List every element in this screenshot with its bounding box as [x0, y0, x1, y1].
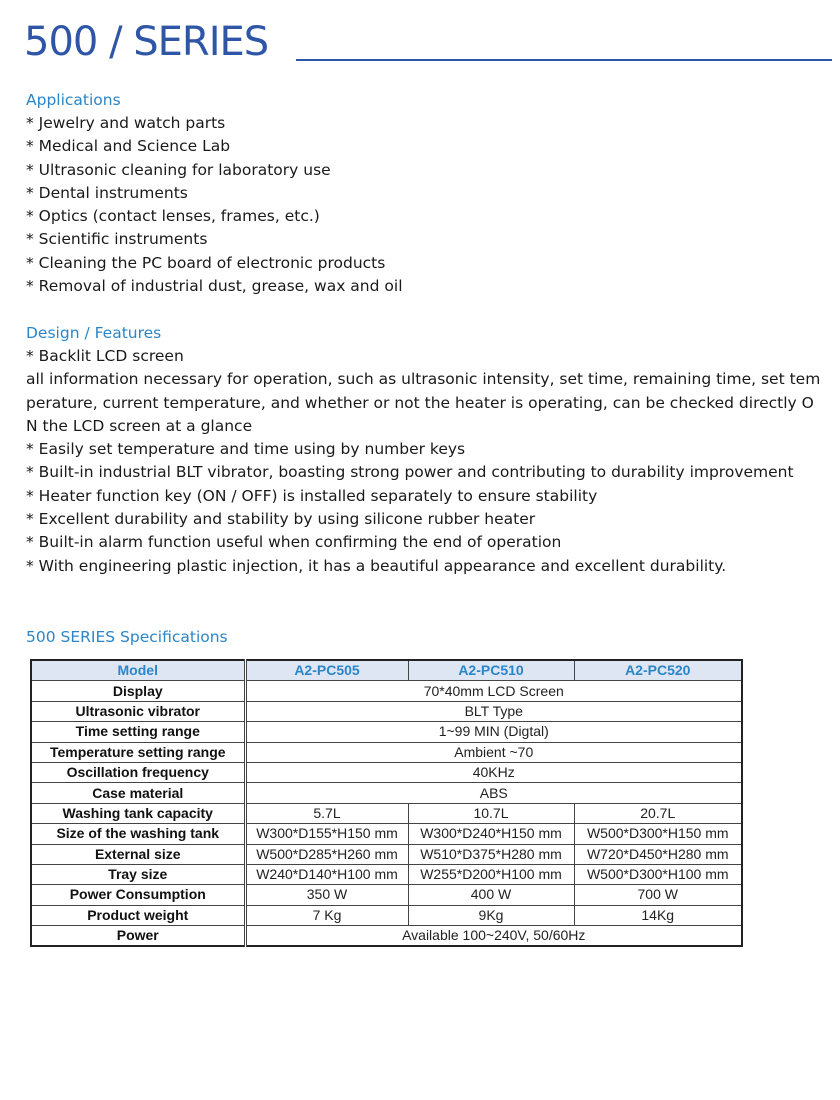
- table-cell: W240*D140*H100 mm: [245, 864, 408, 884]
- row-label: Oscillation frequency: [31, 762, 245, 782]
- table-cell: W510*D375*H280 mm: [408, 844, 574, 864]
- specifications-table: [30, 659, 743, 947]
- table-row: [31, 824, 742, 844]
- feature-item: * Built-in industrial BLT vibrator, boasting strong power and contributing to durability improvement: [26, 463, 794, 482]
- table-row: [31, 783, 742, 803]
- table-row: [31, 681, 742, 701]
- table-cell: 400 W: [408, 885, 574, 905]
- table-cell: 350 W: [245, 885, 408, 905]
- table-cell: 20.7L: [574, 803, 742, 823]
- row-label: Display: [31, 681, 245, 701]
- specifications-heading: 500 SERIES Specifications: [26, 628, 228, 646]
- table-cell: Ambient ~70: [245, 742, 742, 762]
- table-row: [31, 844, 742, 864]
- row-label: Case material: [31, 783, 245, 803]
- feature-item: * Excellent durability and stability by using silicone rubber heater: [26, 510, 536, 529]
- table-row: [31, 885, 742, 905]
- row-label: Power: [31, 926, 245, 947]
- table-cell: 70*40mm LCD Screen: [245, 681, 742, 701]
- table-cell: W500*D300*H150 mm: [574, 824, 742, 844]
- applications-heading: Applications: [26, 91, 121, 109]
- application-item: * Medical and Science Lab: [26, 137, 231, 156]
- table-cell: W500*D285*H260 mm: [245, 844, 408, 864]
- table-cell: 40KHz: [245, 762, 742, 782]
- table-cell: W300*D240*H150 mm: [408, 824, 574, 844]
- table-cell: 10.7L: [408, 803, 574, 823]
- row-label: Washing tank capacity: [31, 803, 245, 823]
- application-item: * Removal of industrial dust, grease, wax and oil: [26, 277, 403, 296]
- table-cell: 700 W: [574, 885, 742, 905]
- row-label: Size of the washing tank: [31, 824, 245, 844]
- table-row: [31, 864, 742, 884]
- feature-description: all information necessary for operation, such as ultrasonic intensity, set time, remaining time, set temperature, current temperature, and whether or not the heater is operating, can be checked directly ON the LCD screen at a glance: [26, 370, 821, 435]
- column-header-model: Model: [31, 660, 245, 681]
- feature-item: * Easily set temperature and time using by number keys: [26, 440, 466, 459]
- table-row: [31, 803, 742, 823]
- title-underline: [296, 59, 832, 61]
- column-header-a2-pc510: A2-PC510: [408, 660, 574, 681]
- application-item: * Cleaning the PC board of electronic products: [26, 253, 386, 272]
- table-cell: 9Kg: [408, 905, 574, 925]
- application-item: * Jewelry and watch parts: [26, 114, 226, 132]
- page-header: [24, 18, 832, 66]
- table-row: [31, 762, 742, 782]
- applications-section: [26, 89, 822, 298]
- table-header-row: [31, 660, 742, 681]
- row-label: Tray size: [31, 864, 245, 884]
- application-item: * Ultrasonic cleaning for laboratory use: [26, 160, 331, 179]
- table-cell: W500*D300*H100 mm: [574, 864, 742, 884]
- row-label: Ultrasonic vibrator: [31, 701, 245, 721]
- table-row: [31, 926, 742, 947]
- feature-item: * Heater function key (ON / OFF) is installed separately to ensure stability: [26, 486, 598, 505]
- table-row: [31, 722, 742, 742]
- series-title: 500 / SERIES: [24, 19, 269, 65]
- table-row: [31, 905, 742, 925]
- table-cell: BLT Type: [245, 701, 742, 721]
- table-cell: 5.7L: [245, 803, 408, 823]
- feature-item: * With engineering plastic injection, it has a beautiful appearance and excellent durability.: [26, 556, 727, 575]
- column-header-a2-pc505: A2-PC505: [245, 660, 408, 681]
- application-item: * Dental instruments: [26, 183, 188, 202]
- table-cell: 14Kg: [574, 905, 742, 925]
- table-cell: 1~99 MIN (Digtal): [245, 722, 742, 742]
- table-cell: Available 100~240V, 50/60Hz: [245, 926, 742, 947]
- table-cell: W255*D200*H100 mm: [408, 864, 574, 884]
- row-label: Temperature setting range: [31, 742, 245, 762]
- row-label: Time setting range: [31, 722, 245, 742]
- table-cell: W720*D450*H280 mm: [574, 844, 742, 864]
- table-cell: W300*D155*H150 mm: [245, 824, 408, 844]
- row-label: External size: [31, 844, 245, 864]
- table-cell: ABS: [245, 783, 742, 803]
- application-item: * Optics (contact lenses, frames, etc.): [26, 207, 320, 226]
- application-item: * Scientific instruments: [26, 230, 208, 249]
- row-label: Product weight: [31, 905, 245, 925]
- table-row: [31, 742, 742, 762]
- feature-item: * Backlit LCD screen: [26, 347, 184, 365]
- row-label: Power Consumption: [31, 885, 245, 905]
- features-heading: Design / Features: [26, 324, 162, 342]
- table-cell: 7 Kg: [245, 905, 408, 925]
- feature-item: * Built-in alarm function useful when confirming the end of operation: [26, 533, 562, 552]
- column-header-a2-pc520: A2-PC520: [574, 660, 742, 681]
- features-section: [26, 322, 822, 578]
- table-row: [31, 701, 742, 721]
